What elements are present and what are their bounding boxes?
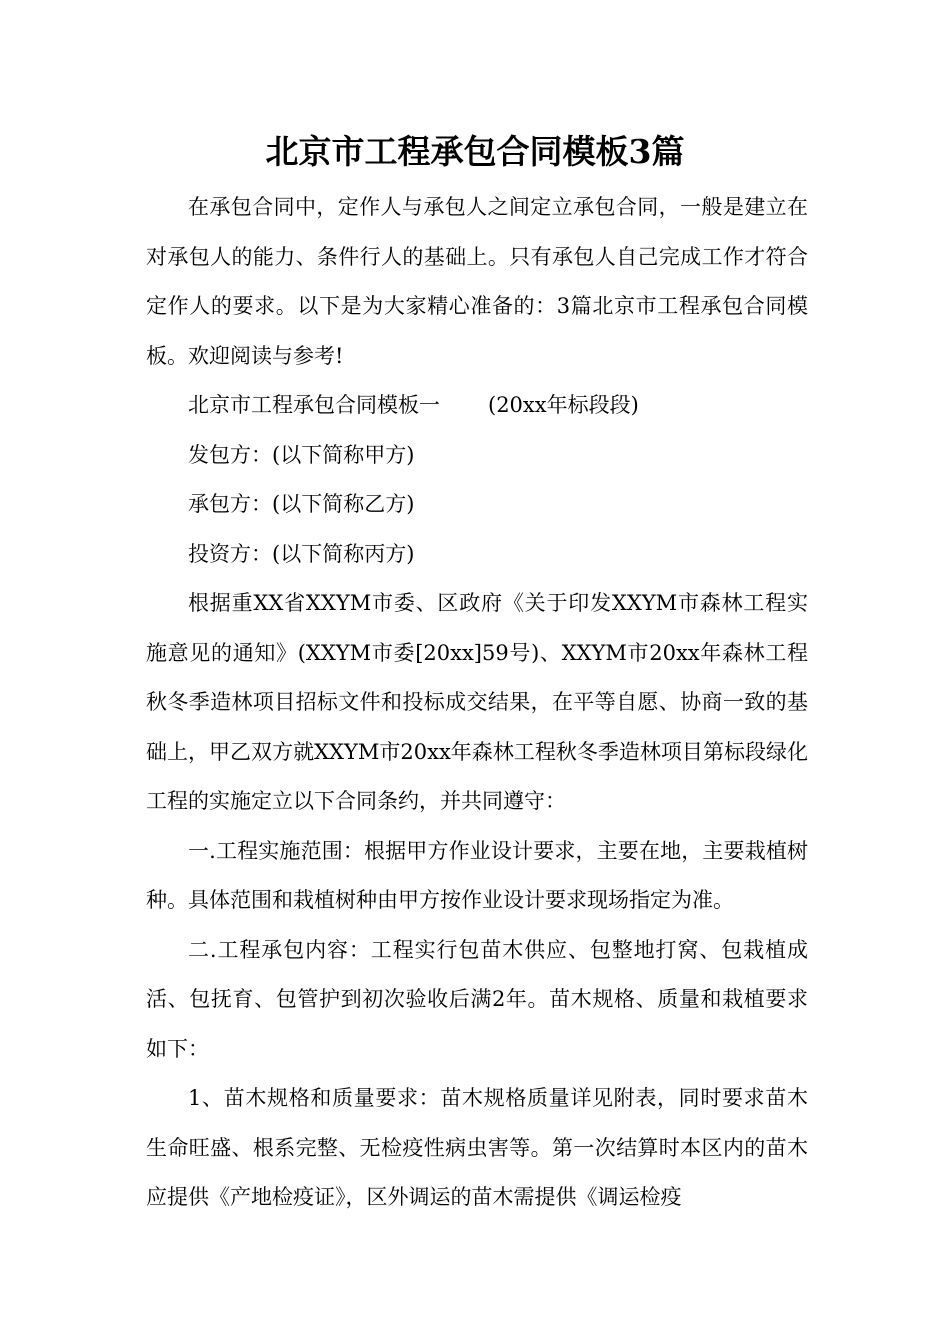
document-title: 北京市工程承包合同模板3篇 [265, 132, 685, 171]
party-b-line: 承包方：(以下简称乙方) [188, 492, 415, 516]
section-note: (20xx年标段段) [488, 393, 639, 417]
document-body [146, 183, 808, 1223]
section-heading: 北京市工程承包合同模板一 [188, 393, 440, 417]
intro-paragraph: 在承包合同中，定作人与承包人之间定立承包合同，一般是建立在对承包人的能力、条件行人的基础上。只有承包人自己完成工作才符合定作人的要求。以下是为大家精心准备的：3篇北京市工程承包合同模板。欢迎阅读与参考! [146, 195, 808, 368]
clause-2-1-paragraph: 1、苗木规格和质量要求：苗木规格质量详见附表，同时要求苗木生命旺盛、根系完整、无检疫性病虫害等。第一次结算时本区内的苗木应提供《产地检疫证》，区外调运的苗木需提供《调运检疫 [146, 1086, 808, 1209]
party-c-line: 投资方：(以下简称丙方) [188, 541, 415, 566]
party-a-line: 发包方：(以下简称甲方) [188, 442, 415, 467]
clause-2-paragraph: 二.工程承包内容：工程实行包苗木供应、包整地打窝、包栽植成活、包抚育、包管护到初次验收后满2年。苗木规格、质量和栽植要求如下： [146, 937, 808, 1061]
basis-paragraph: 根据重XX省XXYM市委、区政府《关于印发XXYM市森林工程实施意见的通知》(XXYM市委[20xx]59号)、XXYM市20xx年森林工程秋冬季造林项目招标文件和投标成交结果，在平等自愿、协商一致的基础上，甲乙双方就XXYM市20xx年森林工程秋冬季造林项目第标段绿化工程的实施定立以下合同条约，并共同遵守： [146, 591, 808, 813]
clause-1-paragraph: 一.工程实施范围：根据甲方作业设计要求，主要在地，主要栽植树种。具体范围和栽植树种由甲方按作业设计要求现场指定为准。 [146, 838, 808, 912]
section-heading-line [146, 381, 808, 431]
